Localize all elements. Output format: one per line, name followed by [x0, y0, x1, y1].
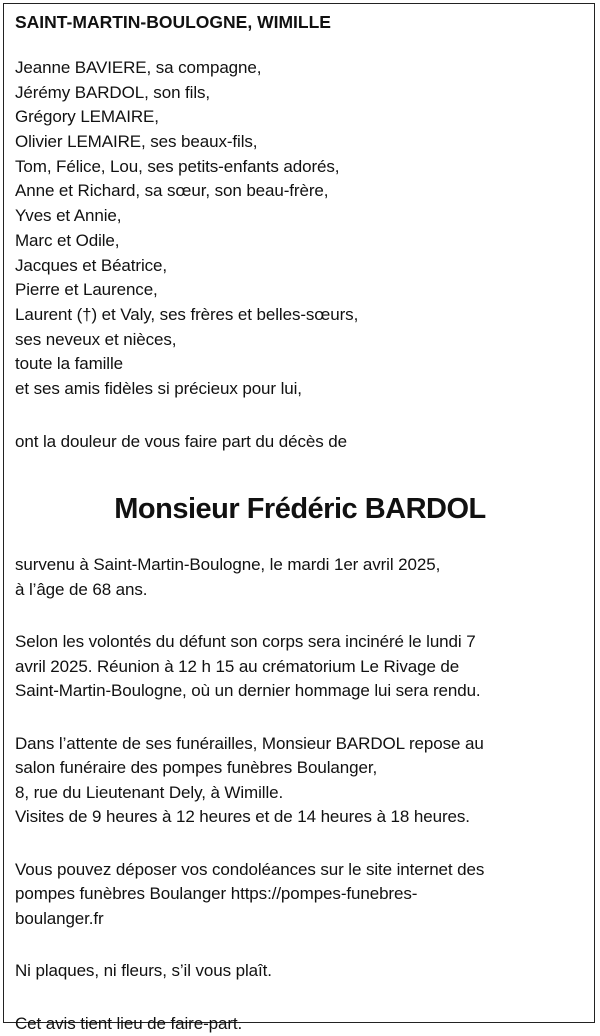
family-list [15, 56, 585, 402]
family-line: Tom, Félice, Lou, ses petits-enfants adorés, [15, 156, 340, 176]
obituary-notice [15, 10, 585, 1036]
family-line: Marc et Odile, [15, 230, 120, 250]
family-line: ses neveux et nièces, [15, 329, 177, 349]
ceremony-info [15, 630, 585, 704]
death-info-line: survenu à Saint-Martin-Boulogne, le mardi 1er avril 2025, [15, 555, 441, 575]
family-line: Jérémy BARDOL, son fils, [15, 82, 211, 102]
family-line: Pierre et Laurence, [15, 280, 158, 300]
family-line: et ses amis fidèles si précieux pour lui, [15, 378, 302, 398]
death-info-line: à l’âge de 68 ans. [15, 579, 148, 599]
family-line: toute la famille [15, 354, 124, 374]
family-line: Olivier LEMAIRE, ses beaux-fils, [15, 132, 258, 152]
funeral-home-info [15, 732, 585, 830]
condolences-info [15, 858, 585, 932]
ceremony-line: avril 2025. Réunion à 12 h 15 au crématorium Le Rivage de [15, 656, 460, 676]
funeral-home-line: salon funéraire des pompes funèbres Boulanger, [15, 758, 378, 778]
deceased-name: Monsieur Frédéric BARDOL [114, 493, 486, 526]
closing-note: Cet avis tient lieu de faire-part. [15, 1013, 243, 1033]
announcement-text: ont la douleur de vous faire part du décès de [15, 431, 347, 451]
condolences-line: boulanger.fr [15, 908, 104, 928]
family-line: Yves et Annie, [15, 206, 122, 226]
location-heading: SAINT-MARTIN-BOULOGNE, WIMILLE [15, 12, 331, 32]
condolences-line: Vous pouvez déposer vos condoléances sur le site internet des [15, 859, 485, 879]
condolences-line: pompes funèbres Boulanger https://pompes-funebres- [15, 884, 418, 904]
family-line: Anne et Richard, sa sœur, son beau-frère, [15, 181, 329, 201]
funeral-home-line: Visites de 9 heures à 12 heures et de 14 heures à 18 heures. [15, 807, 470, 827]
family-line: Jacques et Béatrice, [15, 255, 168, 275]
family-line: Jeanne BAVIERE, sa compagne, [15, 58, 262, 77]
death-info [15, 553, 585, 602]
funeral-home-line: Dans l’attente de ses funérailles, Monsieur BARDOL repose au [15, 733, 484, 753]
family-line: Grégory LEMAIRE, [15, 107, 159, 127]
family-line: Laurent (†) et Valy, ses frères et belles-sœurs, [15, 304, 359, 324]
ceremony-line: Saint-Martin-Boulogne, où un dernier hommage lui sera rendu. [15, 681, 481, 701]
no-flowers-note: Ni plaques, ni fleurs, s’il vous plaît. [15, 961, 272, 981]
ceremony-line: Selon les volontés du défunt son corps sera incinéré le lundi 7 [15, 632, 476, 652]
funeral-home-line: 8, rue du Lieutenant Dely, à Wimille. [15, 782, 284, 802]
